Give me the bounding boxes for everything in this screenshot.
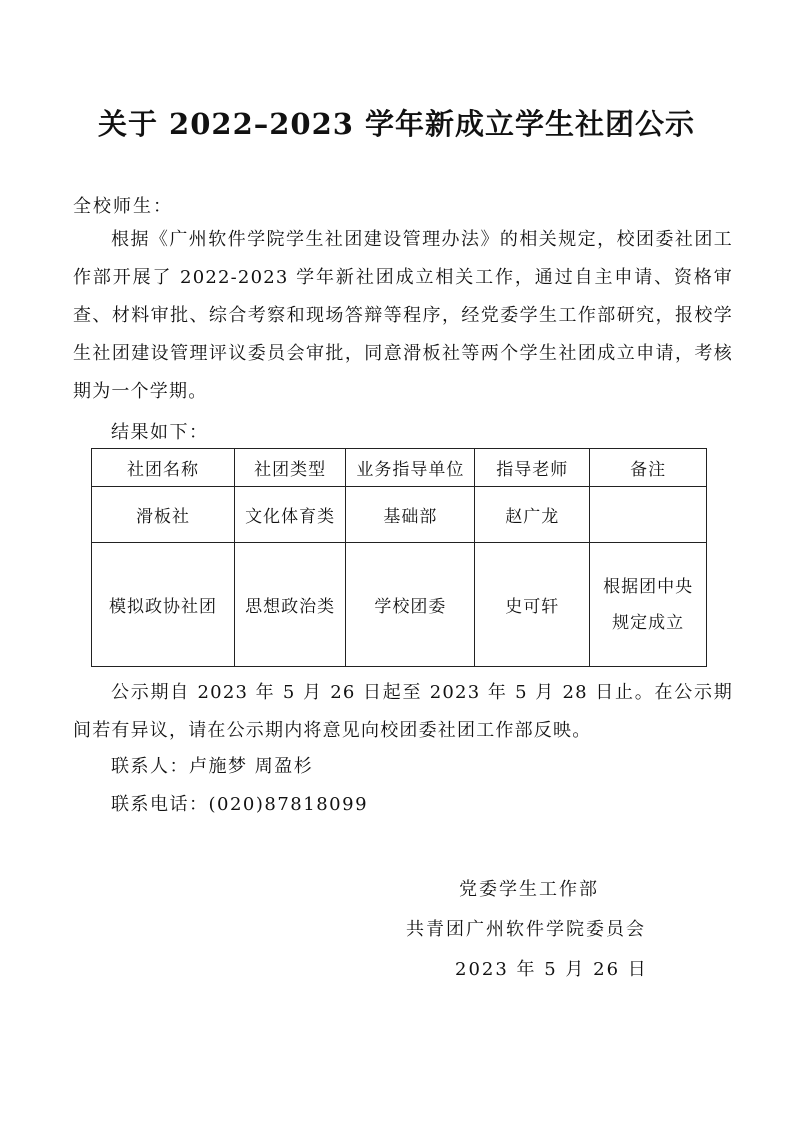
table-cell: 赵广龙 <box>475 487 590 543</box>
salutation: 全校师生： <box>73 196 173 217</box>
table-cell: 思想政治类 <box>234 543 345 667</box>
table-header-cell: 业务指导单位 <box>346 449 475 487</box>
results-table <box>91 448 707 667</box>
table-header-cell: 指导老师 <box>475 449 590 487</box>
body-paragraph-notice-period: 公示期自 2023 年 5 月 26 日起至 2023 年 5 月 28 日止。在公示期间若有异议，请在公示期内将意见向校团委社团工作部反映。 <box>73 682 733 741</box>
table-header-cell: 社团类型 <box>234 449 345 487</box>
document-title: 关于 2022–2023 学年新成立学生社团公示 <box>97 107 696 141</box>
table-cell: 学校团委 <box>346 543 475 667</box>
table-cell: 文化体育类 <box>234 487 345 543</box>
signature-date: 2023 年 5 月 26 日 <box>455 959 648 980</box>
signature-department: 党委学生工作部 <box>459 879 599 900</box>
body-paragraph-intro: 根据《广州软件学院学生社团建设管理办法》的相关规定，校团委社团工作部开展了 2022-2023 学年新社团成立相关工作，通过自主申请、资格审查、材料审批、综合考察和现场答辩等程序，经党委学生工作部研究，报校学生社团建设管理评议委员会审批，同意滑板社等两个学生社团成立申请，考核期为一个学期。 <box>73 229 733 402</box>
table-cell-remark: 根据团中央规定成立 <box>590 543 707 667</box>
table-header-cell: 备注 <box>590 449 707 487</box>
results-label: 结果如下： <box>111 422 209 443</box>
table-row <box>92 543 707 667</box>
table-cell: 滑板社 <box>92 487 235 543</box>
contact-phone: 联系电话：(020)87818099 <box>111 794 369 815</box>
signature-organization: 共青团广州软件学院委员会 <box>406 919 646 940</box>
table-header-cell: 社团名称 <box>92 449 235 487</box>
table-row <box>92 487 707 543</box>
table-cell: 史可轩 <box>475 543 590 667</box>
table-header-row <box>92 449 707 487</box>
table-cell: 模拟政协社团 <box>92 543 235 667</box>
table-cell: 基础部 <box>346 487 475 543</box>
contact-person: 联系人：卢施梦 周盈杉 <box>111 756 314 777</box>
table-cell <box>590 487 707 543</box>
